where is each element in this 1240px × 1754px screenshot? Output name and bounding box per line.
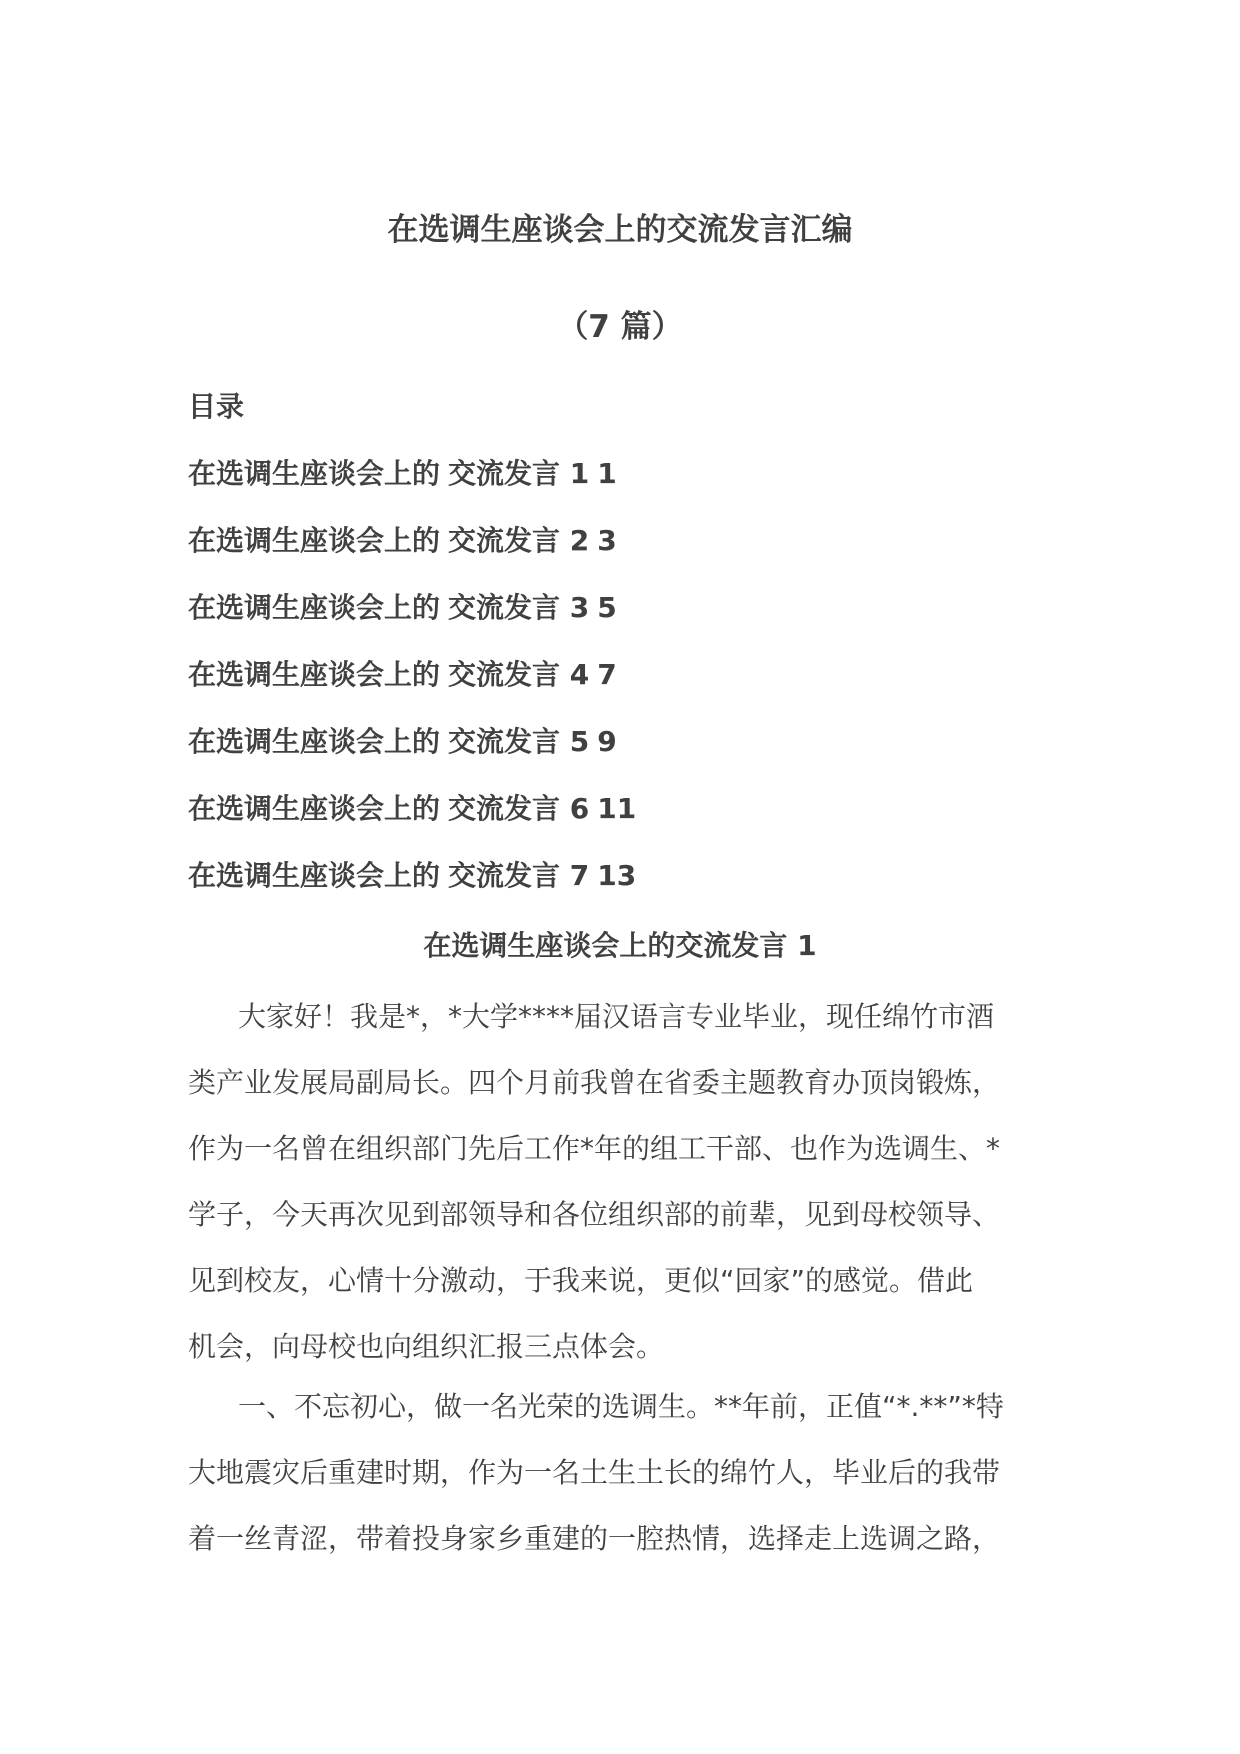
toc-item-2[interactable] xyxy=(188,517,636,584)
toc-item-4[interactable] xyxy=(188,651,636,718)
toc-item-title-part: 在选调生座谈会上的 xyxy=(188,457,441,490)
paragraph-line: 作为一名曾在组织部门先后工作*年的组工干部、也作为选调生、* xyxy=(188,1132,1001,1165)
toc-item-page-number: 1 xyxy=(597,457,617,490)
paragraph-line: 着一丝青涩，带着投身家乡重建的一腔热情，选择走上选调之路， xyxy=(188,1522,1001,1555)
toc-item-title-part: 交流发言 6 xyxy=(448,792,590,825)
toc-item-page-number: 9 xyxy=(597,725,617,758)
paragraph-line: 大家好！我是*，*大学****届汉语言专业毕业，现任绵竹市酒 xyxy=(238,1000,995,1033)
toc-item-title-part: 在选调生座谈会上的 xyxy=(188,792,441,825)
toc-item-3[interactable] xyxy=(188,584,636,651)
toc-item-5[interactable] xyxy=(188,718,636,785)
paragraph-line: 一、不忘初心，做一名光荣的选调生。**年前，正值“*.**”*特 xyxy=(238,1390,1004,1423)
toc-item-title-part: 在选调生座谈会上的 xyxy=(188,524,441,557)
toc-item-1[interactable] xyxy=(188,450,636,517)
toc-item-title-part: 交流发言 5 xyxy=(448,725,590,758)
body-paragraph xyxy=(188,984,1052,1380)
toc-item-6[interactable] xyxy=(188,785,636,852)
toc-item-page-number: 11 xyxy=(597,792,637,825)
toc-item-page-number: 5 xyxy=(597,591,617,624)
toc-item-title-part: 在选调生座谈会上的 xyxy=(188,658,441,691)
toc-item-title-part: 交流发言 7 xyxy=(448,859,590,892)
toc-item-title-part: 在选调生座谈会上的 xyxy=(188,591,441,624)
table-of-contents xyxy=(188,450,636,919)
paragraph-line: 见到校友，心情十分激动，于我来说，更似“回家”的感觉。借此 xyxy=(188,1264,974,1297)
paragraph-line: 学子，今天再次见到部领导和各位组织部的前辈，见到母校领导、 xyxy=(188,1198,1001,1231)
toc-item-title-part: 交流发言 4 xyxy=(448,658,590,691)
toc-item-title-part: 交流发言 1 xyxy=(448,457,590,490)
toc-item-title-part: 在选调生座谈会上的 xyxy=(188,859,441,892)
toc-item-page-number: 7 xyxy=(597,658,617,691)
toc-item-title-part: 交流发言 3 xyxy=(448,591,590,624)
paragraph-line: 类产业发展局副局长。四个月前我曾在省委主题教育办顶岗锻炼， xyxy=(188,1066,1001,1099)
toc-heading: 目录 xyxy=(188,390,245,423)
toc-item-title-part: 在选调生座谈会上的 xyxy=(188,725,441,758)
toc-item-page-number: 3 xyxy=(597,524,617,557)
document-subtitle: （7 篇） xyxy=(557,309,683,345)
section-heading: 在选调生座谈会上的交流发言 1 xyxy=(423,929,817,962)
paragraph-line: 机会，向母校也向组织汇报三点体会。 xyxy=(188,1330,665,1363)
toc-item-page-number: 13 xyxy=(597,859,637,892)
toc-item-title-part: 交流发言 2 xyxy=(448,524,590,557)
document-title: 在选调生座谈会上的交流发言汇编 xyxy=(387,212,853,248)
toc-item-7[interactable] xyxy=(188,852,636,919)
paragraph-line: 大地震灾后重建时期，作为一名土生土长的绵竹人，毕业后的我带 xyxy=(188,1456,1001,1489)
body-paragraph xyxy=(188,1374,1052,1572)
